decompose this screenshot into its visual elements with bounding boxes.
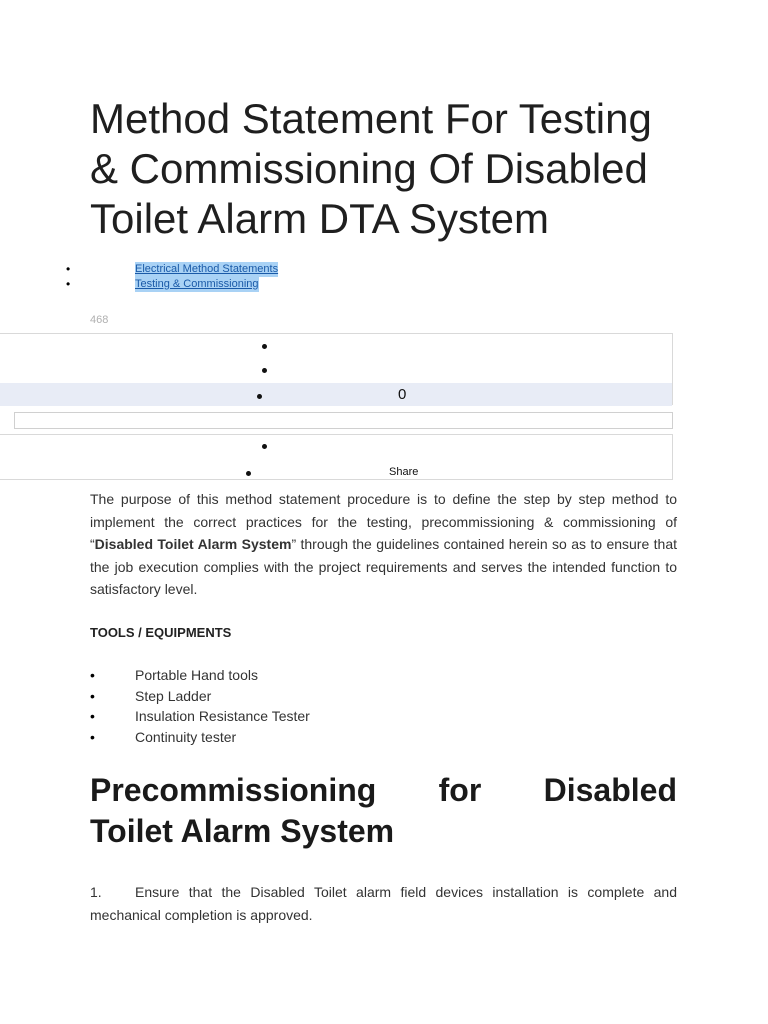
share-icon[interactable] (246, 471, 251, 476)
intro-text-start: The purpose of this method statement procedure is to define the step by step method to implement the correct practices for the testing, precommissioning & commissioning of “ (90, 491, 677, 552)
numbered-step (90, 881, 677, 927)
heading-word: Disabled (543, 772, 677, 808)
share-bar (0, 434, 673, 480)
save-icon[interactable] (262, 368, 267, 373)
section-heading (90, 770, 677, 852)
tool-item-label: Insulation Resistance Tester (135, 708, 310, 724)
section-heading-line2: Toilet Alarm System (90, 813, 395, 849)
print-icon[interactable] (262, 444, 267, 449)
comment-row[interactable] (0, 383, 672, 406)
bullet-icon: • (90, 708, 95, 724)
comment-count: 0 (398, 386, 407, 403)
action-toolbar (0, 333, 673, 405)
tools-heading: TOOLS / EQUIPMENTS (90, 625, 232, 640)
tool-item-label: Continuity tester (135, 728, 237, 745)
bullet-icon: • (90, 687, 95, 704)
bullet-icon: • (90, 667, 95, 683)
tool-item-label: Step Ladder (135, 687, 212, 704)
intro-paragraph (90, 488, 677, 601)
step-number: 1. (90, 884, 102, 900)
like-icon[interactable] (262, 344, 267, 349)
share-button[interactable]: Share (389, 466, 419, 478)
view-count: 468 (90, 314, 109, 326)
tool-item-label: Portable Hand tools (135, 667, 258, 683)
step-text: Ensure that the Disabled Toilet alarm field devices installation is complete and mechanical completion is approved. (90, 884, 677, 923)
heading-word: for (438, 772, 482, 808)
bullet-icon: • (66, 262, 71, 276)
article-title: Method Statement For Testing & Commissioning Of Disabled Toilet Alarm DTA System (90, 95, 652, 242)
category-link-electrical-method-statements[interactable]: Electrical Method Statements (135, 263, 279, 275)
embed-bar (14, 412, 673, 429)
intro-emphasis: Disabled Toilet Alarm System (94, 536, 292, 552)
heading-word: Precommissioning (90, 772, 377, 808)
intro-text-end: ” through the guidelines contained herein so as to ensure that the job execution complies with the project requirements and serves the intended function to satisfactory level. (90, 536, 677, 597)
bullet-icon: • (90, 728, 95, 745)
category-link-testing-commissioning[interactable]: Testing & Commissioning (135, 278, 259, 290)
comment-icon[interactable] (257, 394, 262, 399)
bullet-icon: • (66, 277, 71, 291)
section-heading-line1 (90, 770, 677, 811)
